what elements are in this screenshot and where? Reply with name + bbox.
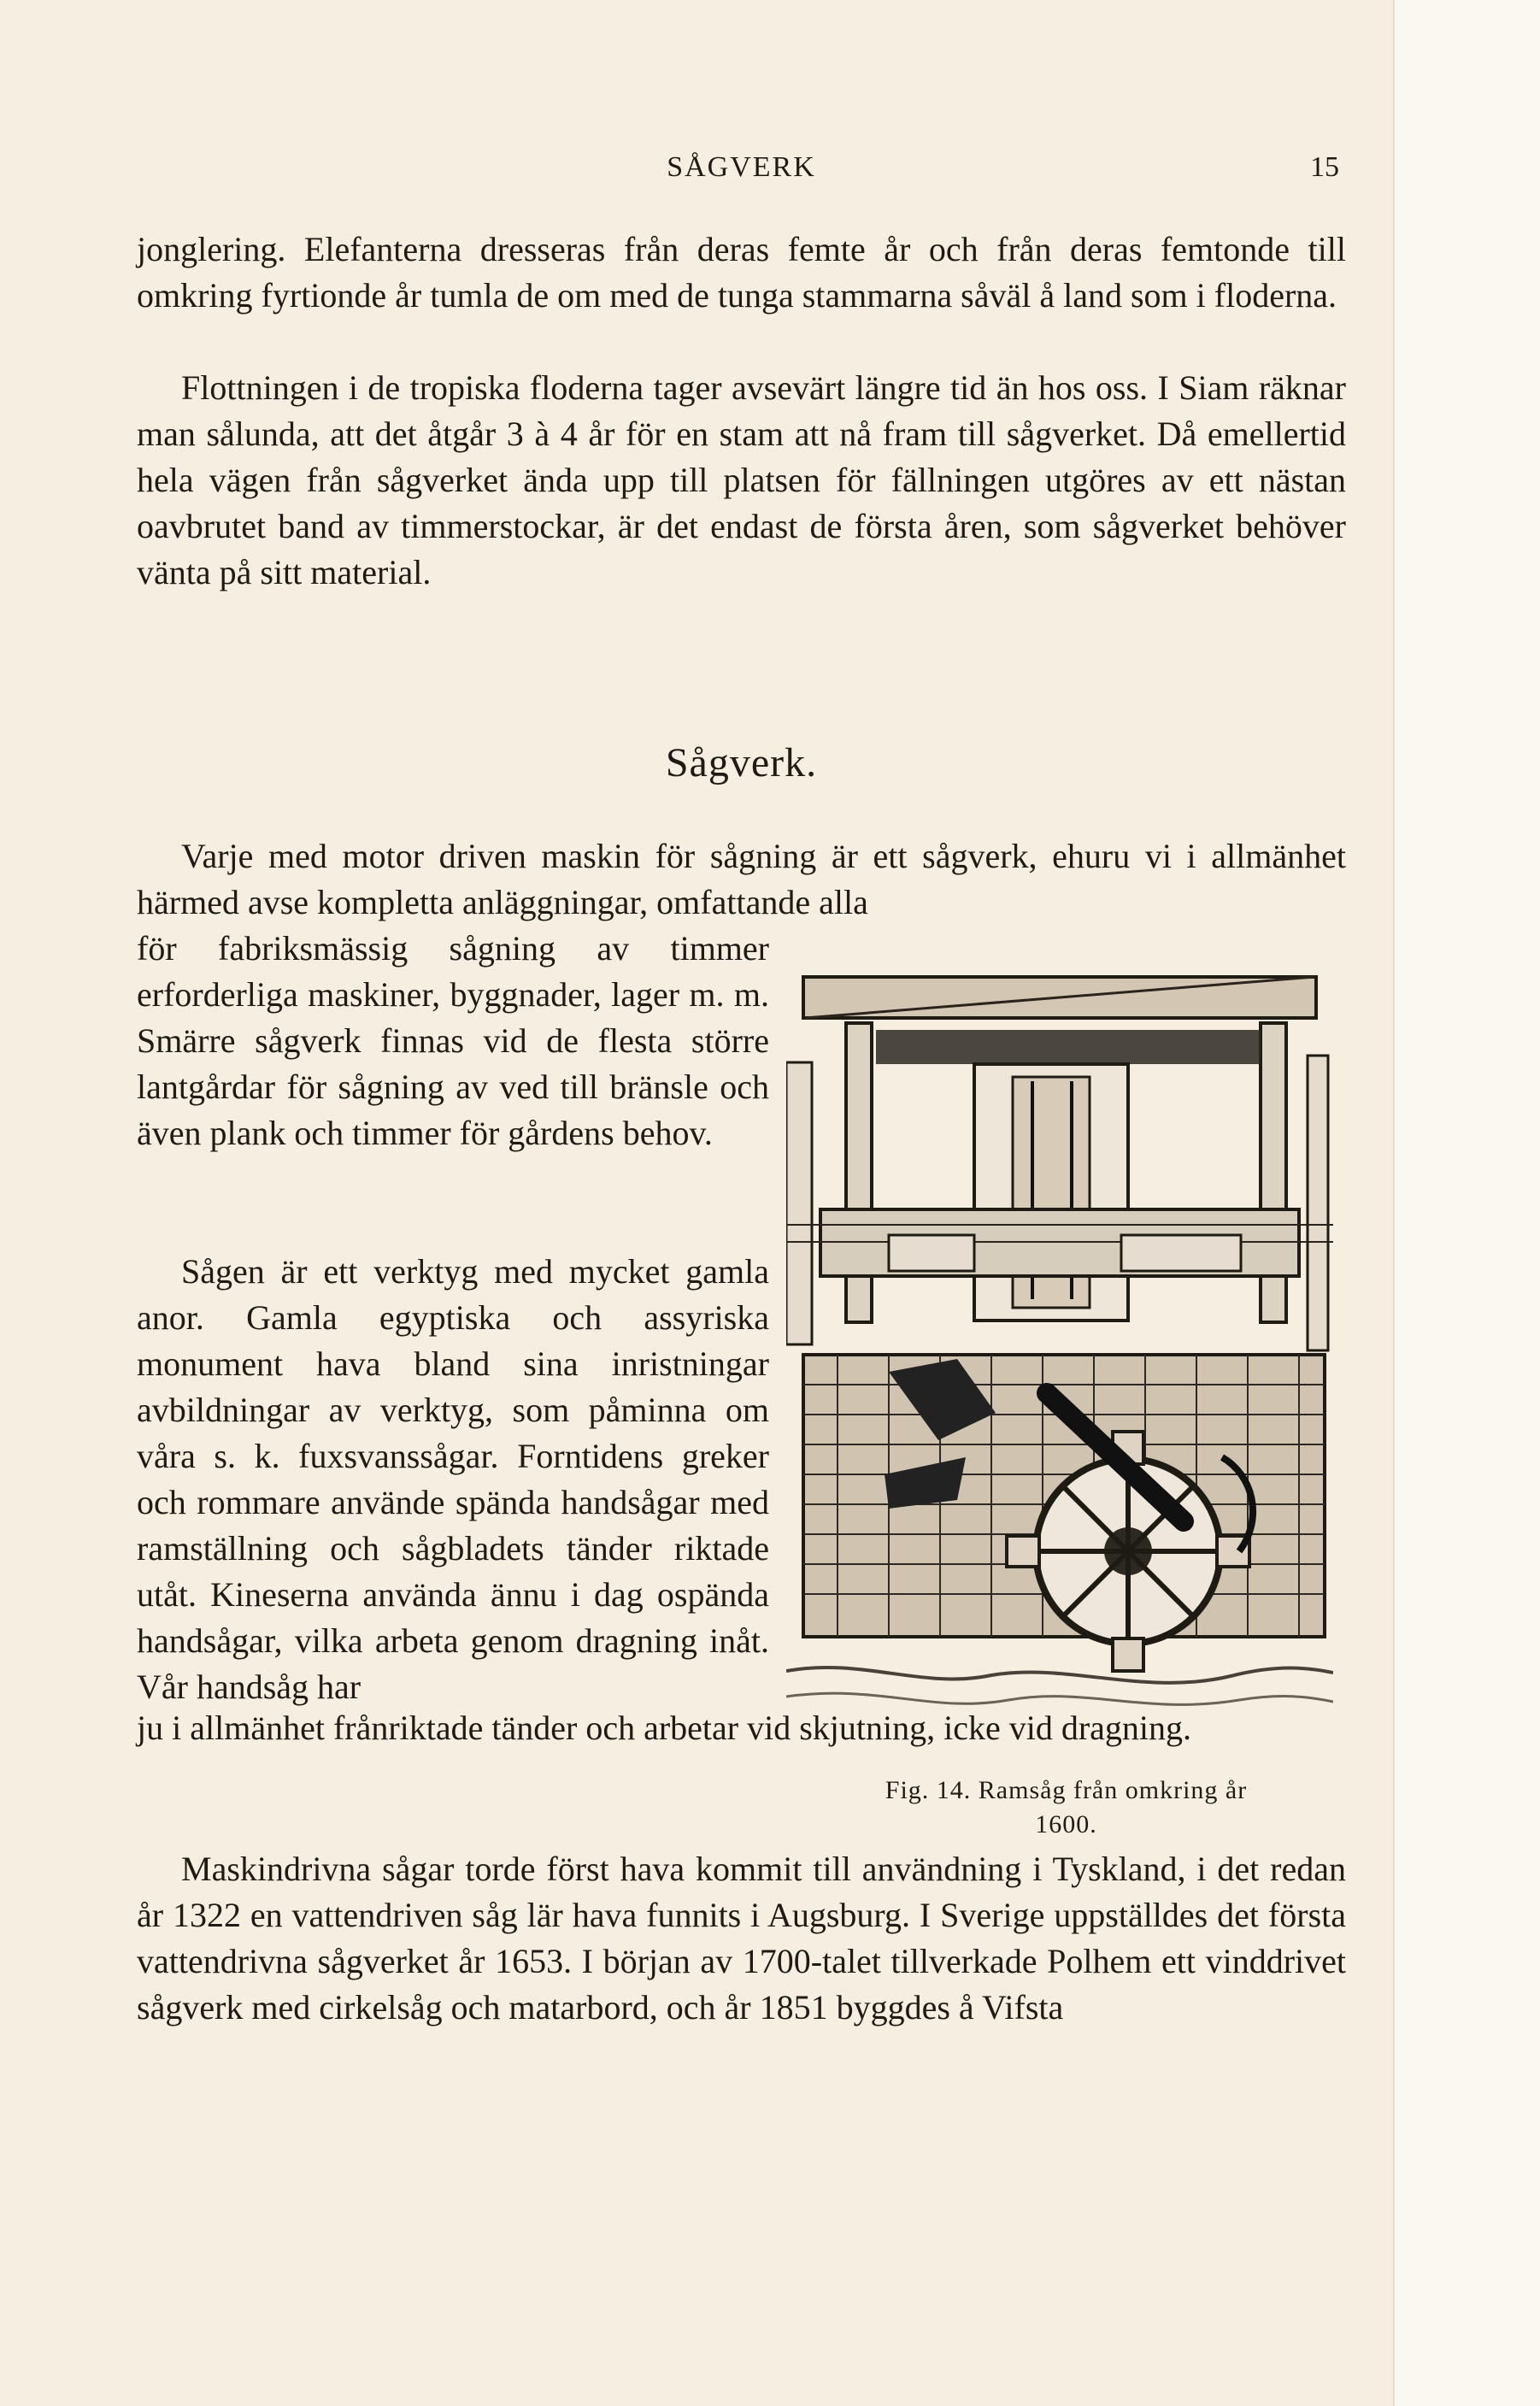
paragraph-sagen-ar-ett-verktyg: Sågen är ett verktyg med mycket gamla anor. Gamla egyptiska och assyriska monument hava bland sina inristningar avbildningar av verktyg, som påminna om våra s. k. fuxsvanssågar. Forntidens greker och rommare använde spända handsågar med ramställning och sågbladets tänder riktade utåt. Kineserna använda ännu i dag ospända handsågar, vilka arbeta genom dragning inåt. Vår handsåg har bbox=[137, 1252, 769, 1706]
page-edge bbox=[1393, 0, 1540, 2406]
paragraph-maskindrivna-sagar: Maskindrivna sågar torde först hava kommit till användning i Tyskland, i det redan år 1322 en vattendriven såg lär hava funnits i Augsburg. I Sverige uppställdes det första vattendrivna sågverket år 1653. I början av 1700-talet tillverkade Polhem ett vinddrivet sågverk med cirkelsåg och matarbord, och år 1851 byggdes å Vifsta bbox=[137, 1850, 1346, 2027]
text-column-left bbox=[137, 926, 769, 1789]
section-heading: Sågverk. bbox=[665, 740, 818, 785]
figure-caption-line-1: Fig. 14. Ramsåg från omkring år bbox=[885, 1776, 1248, 1804]
running-title: SÅGVERK bbox=[667, 151, 816, 183]
document-page bbox=[137, 141, 1346, 2312]
figure-caption-line-2: 1600. bbox=[1035, 1810, 1097, 1838]
paragraph-jonglering: jonglering. Elefanterna dresseras från deras femte år och från deras femtonde till omkring fyrtionde år tumla de om med de tunga stammarna såväl å land som i floderna. bbox=[137, 230, 1346, 315]
paragraph-flottningen: Flottningen i de tropiska floderna tager avsevärt längre tid än hos oss. I Siam räknar man sålunda, att det åtgår 3 à 4 år för en stam att nå fram till sågverket. Då emellertid hela vägen från sågverket ända upp till platsen för fällningen utgöres av ett nästan oavbrutet band av timmerstockar, är det endast de första åren, som sågverket behöver vänta på sitt material. bbox=[137, 368, 1346, 591]
paragraph-ju-i-allmanhet: ju i allmänhet frånriktade tänder och arbetar vid skjutning, icke vid dragning. bbox=[137, 1709, 1192, 1747]
paragraph-varje-med-motor: Varje med motor driven maskin för sågning är ett sågverk, ehuru vi i allmänhet härmed avse kompletta anläggningar, omfattande alla bbox=[137, 837, 1346, 921]
sawmill-illustration-icon bbox=[786, 953, 1333, 1722]
running-head bbox=[137, 141, 1346, 192]
page-number: 15 bbox=[1310, 151, 1339, 183]
paragraph-fabriksmassig: för fabriksmässig sågning av timmer erforderliga maskiner, byggnader, lager m. m. Smärre sågverk finnas vid de flesta större lantgårdar för sågning av ved till bränsle och även plank och timmer för gårdens behov. bbox=[137, 929, 769, 1152]
figure-caption bbox=[786, 1774, 1346, 1842]
